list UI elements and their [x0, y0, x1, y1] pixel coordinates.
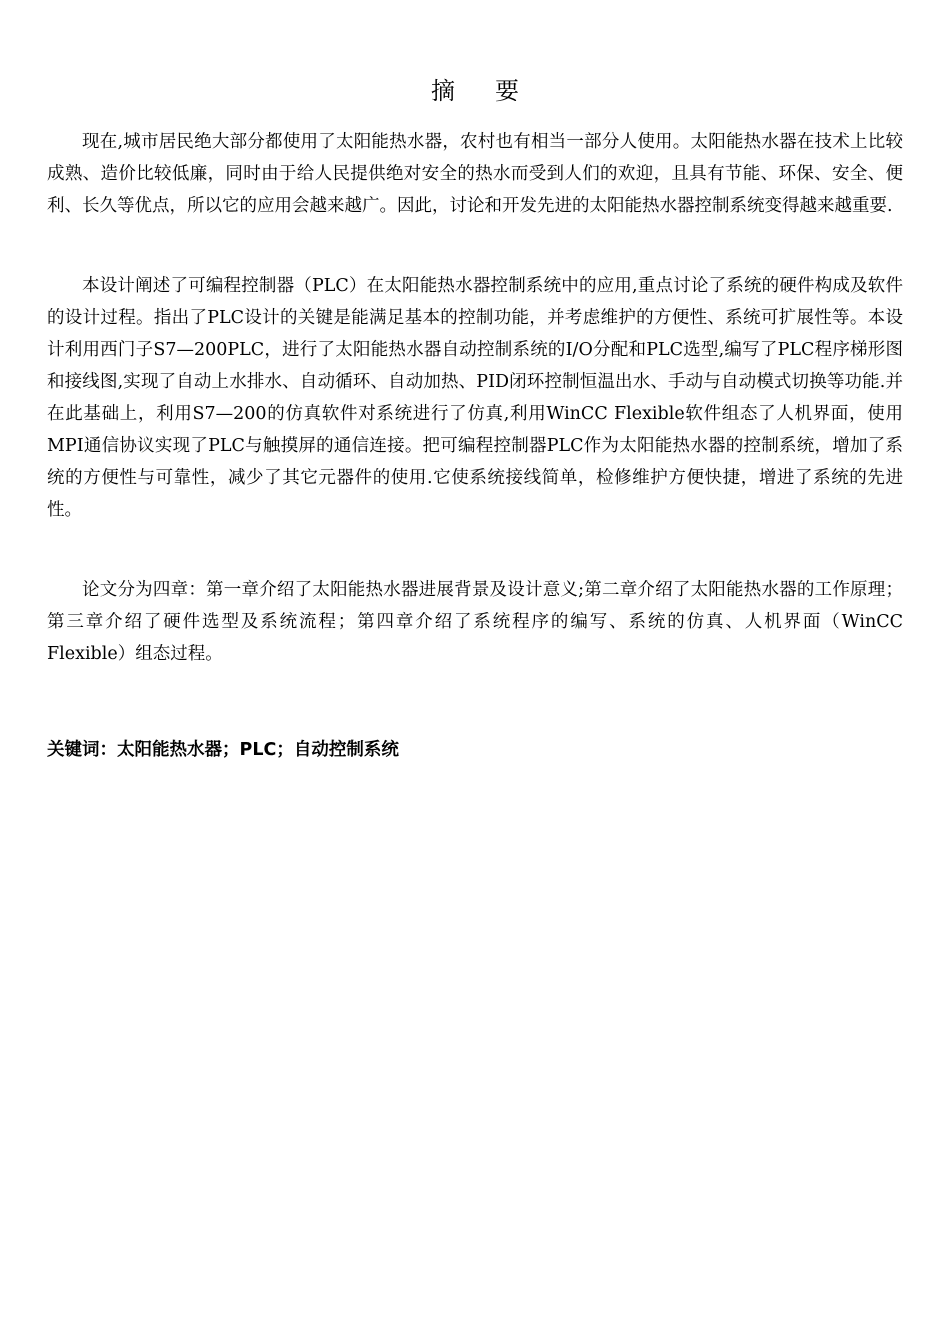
keywords-line: 关键词：太阳能热水器；PLC；自动控制系统	[47, 740, 399, 760]
abstract-paragraph-3: 论文分为四章：第一章介绍了太阳能热水器进展背景及设计意义;第二章介绍了太阳能热水器的工作原理；第三章介绍了硬件选型及系统流程；第四章介绍了系统程序的编写、系统的仿真、人机界面（WinCC Flexible）组态过程。	[47, 580, 903, 664]
abstract-paragraph-2: 本设计阐述了可编程控制器（PLC）在太阳能热水器控制系统中的应用,重点讨论了系统的硬件构成及软件的设计过程。指出了PLC设计的关键是能满足基本的控制功能，并考虑维护的方便性、系统可扩展性等。本设计利用西门子S7—200PLC，进行了太阳能热水器自动控制系统的I/O分配和PLC选型,编写了PLC程序梯形图和接线图,实现了自动上水排水、自动循环、自动加热、PID闭环控制恒温出水、手动与自动模式切换等功能.并在此基础上，利用S7—200的仿真软件对系统进行了仿真,利用WinCC Flexible软件组态了人机界面，使用MPI通信协议实现了PLC与触摸屏的通信连接。把可编程控制器PLC作为太阳能热水器的控制系统，增加了系统的方便性与可靠性，减少了其它元器件的使用.它使系统接线简单，检修维护方便快捷，增进了系统的先进性。	[47, 276, 903, 520]
abstract-paragraph-1: 现在,城市居民绝大部分都使用了太阳能热水器，农村也有相当一部分人使用。太阳能热水器在技术上比较成熟、造价比较低廉，同时由于给人民提供绝对安全的热水而受到人们的欢迎，且具有节能、环保、安全、便利、长久等优点，所以它的应用会越来越广。因此，讨论和开发先进的太阳能热水器控制系统变得越来越重要.	[47, 132, 903, 216]
page-title: 摘要	[431, 77, 559, 105]
